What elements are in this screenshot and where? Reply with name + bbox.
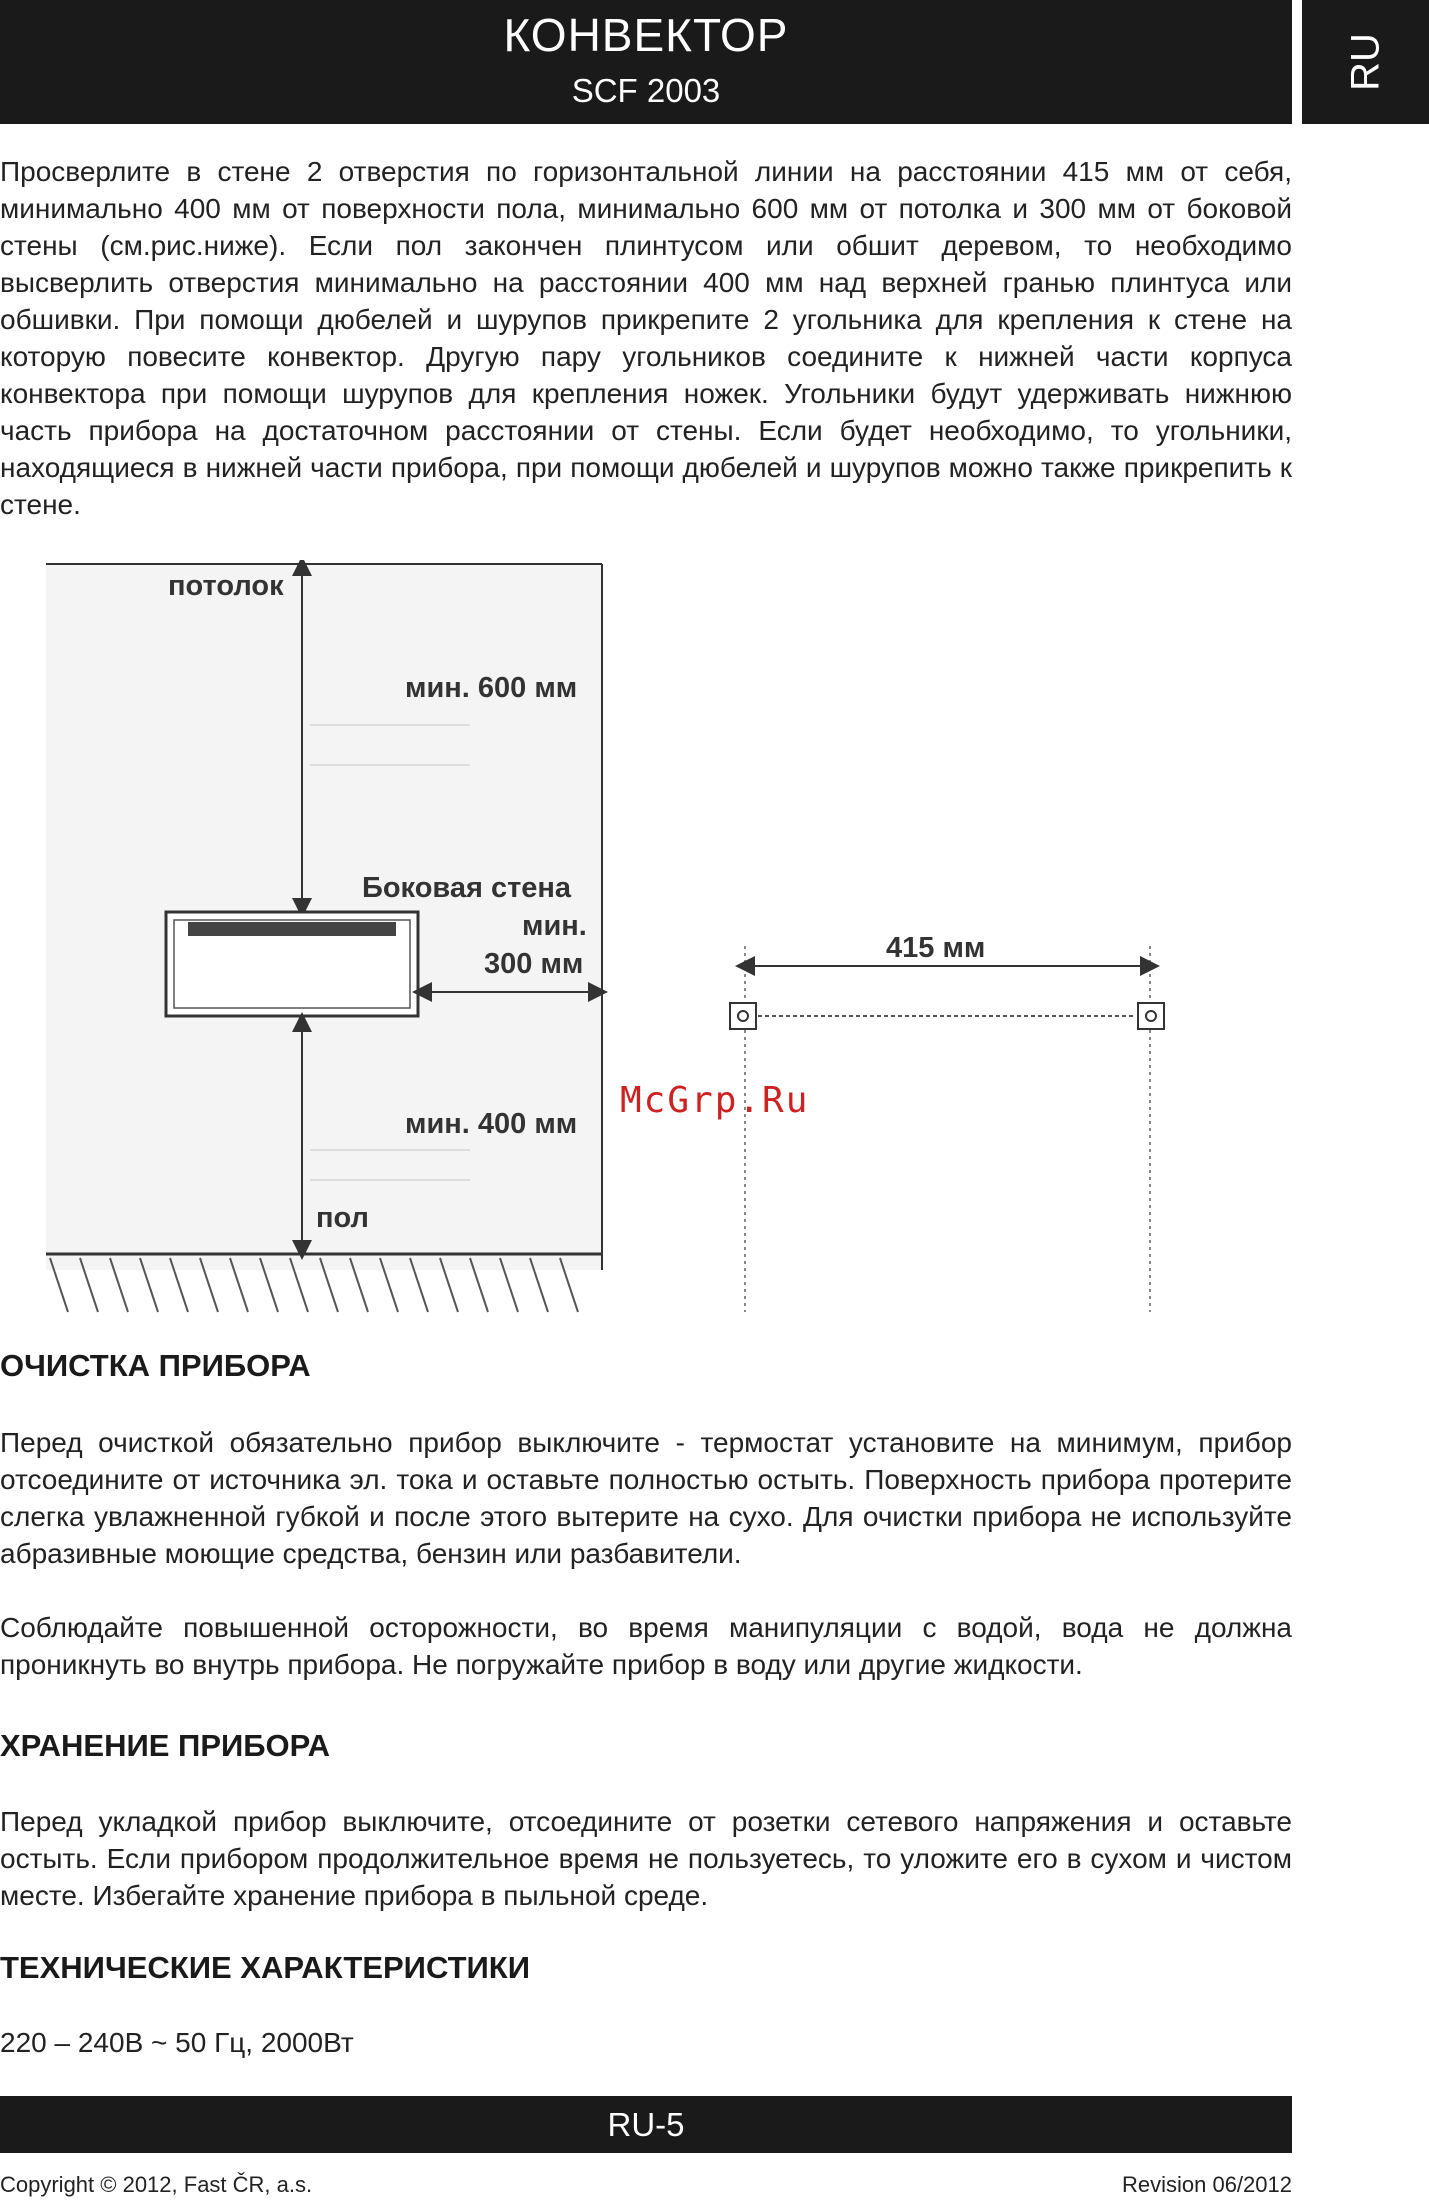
floor-label: пол [316,1202,369,1234]
header-bar [0,0,1292,124]
footer-bar [0,2096,1292,2153]
diagram-drawing [0,560,1292,1320]
language-code: RU [1343,33,1387,91]
side-wall-label: Боковая стена [362,872,572,904]
top-clearance-label: мин. 600 мм [405,672,578,704]
specs-value: 220 – 240В ~ 50 Гц, 2000Вт [0,2027,354,2058]
distance-label: 415 мм [886,932,986,964]
storage-heading: ХРАНЕНИЕ ПРИБОРА [0,1728,331,1763]
revision: Revision 06/2012 [1121,2172,1292,2197]
cleaning-paragraph-2: Соблюдайте повышенной осторожности, во время манипуляции с водой, вода не должна проникнуть во внутрь прибора. Не погружайте прибор в воду или другие жидкости. [0,1612,1292,1680]
bottom-clearance-label: мин. 400 мм [405,1108,578,1140]
cleaning-heading: ОЧИСТКА ПРИБОРА [0,1348,311,1383]
installation-diagram [0,560,1292,1320]
model-number: SCF 2003 [571,72,721,109]
cleaning-paragraph-1: Перед очисткой обязательно прибор выключите - термостат установите на минимум, прибор отсоедините от источника эл. тока и оставьте полностью остыть. Поверхность прибора протерите слегка увлажненной губкой и после этого вытерите на сухо. Для очистки прибора не используйте абразивные моющие средства, бензин или разбавители. [0,1427,1292,1569]
side-clearance-label-line1: мин. [522,910,587,942]
right-mounting-hole [1138,1003,1164,1029]
watermark: McGrp.Ru [620,1080,810,1121]
page-number: RU-5 [607,2106,685,2143]
left-mounting-hole [730,1003,756,1029]
document-title: КОНВЕКТОР [503,9,789,61]
ceiling-label: потолок [168,570,284,602]
side-clearance-label-line2: 300 мм [484,948,584,980]
heater-grille [188,922,396,936]
copyright: Copyright © 2012, Fast ČR, a.s. [0,2172,313,2197]
language-tab [1302,0,1429,124]
storage-paragraph: Перед укладкой прибор выключите, отсоедините от розетки сетевого напряжения и оставьте остыть. Если прибором продолжительное время не пользуетесь, то уложите его в сухом и чистом месте. Избегайте хранение прибора в пыльной среде. [0,1806,1292,1911]
specs-heading: ТЕХНИЧЕСКИЕ ХАРАКТЕРИСТИКИ [0,1950,530,1985]
installation-paragraph: Просверлите в стене 2 отверстия по горизонтальной линии на расстоянии 415 мм от себя, минимально 400 мм от поверхности пола, минимально 600 мм от потолка и 300 мм от боковой стены (см.рис.ниже). Если пол закончен плинтусом или обшит деревом, то необходимо высверлить отверстия минимально на расстоянии 400 мм над верхней гранью плинтуса или обшивки. При помощи дюбелей и шурупов прикрепите 2 угольника для крепления к стене на которую повесите конвектор. Другую пару угольников соедините к нижней части корпуса конвектора при помощи шурупов для крепления ножек. Угольники будут удерживать нижнюю часть прибора на достаточном расстоянии от стены. Если будет необходимо, то угольники, находящиеся в нижней части прибора, при помощи дюбелей и шурупов можно также прикрепить к стене. [0,156,1292,520]
